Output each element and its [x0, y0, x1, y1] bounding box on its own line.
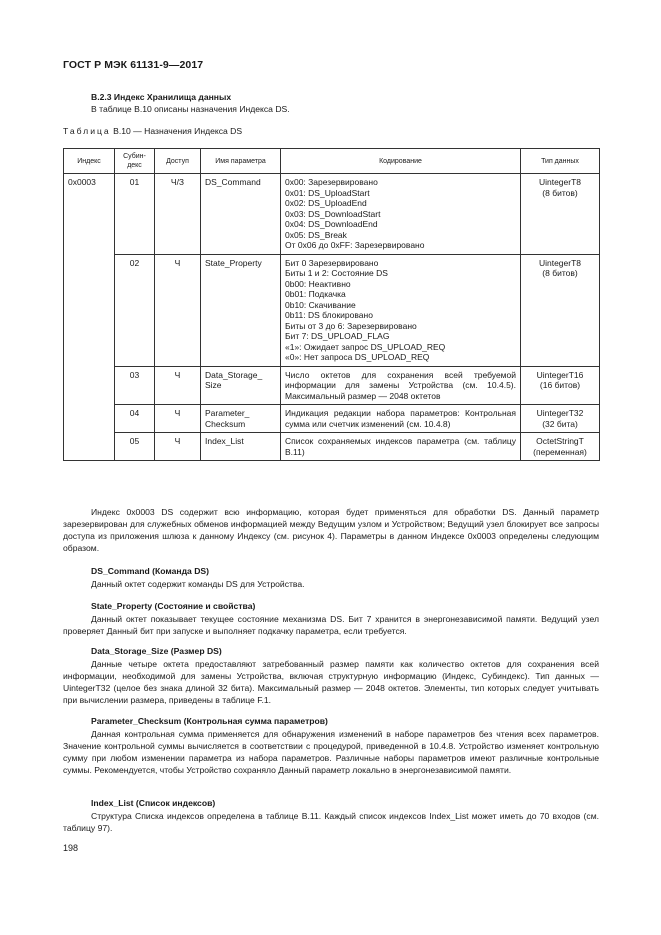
data-type-cell — [521, 433, 600, 461]
coding-line: 0x05: DS_Break — [285, 229, 347, 240]
section-title: B.2.3 Индекс Хранилища данных — [91, 92, 232, 102]
page-number: 198 — [63, 843, 79, 853]
access-cell: Ч — [155, 405, 201, 433]
param-heading-index-list: Index_List (Список индексов) — [91, 798, 216, 808]
coding-line: Бит 7: DS_UPLOAD_FLAG — [285, 331, 390, 341]
data-type-cell — [521, 254, 600, 366]
coding-cell: Число октетов для сохранения всей требуемой информации для замены Устройства (см. 10.4.5). Максимальный размер — 2048 октетов — [281, 366, 521, 405]
paragraph-text: Данная контрольная сумма применяется для обнаружения изменений в наборе параметров без чтения всех параметров. Значение контрольной суммы вычисляется в соответствии с процедурой, приведенной в 10.4.8. Устройство изменяет контрольную сумму при любом изменении параметра из набора параметров. Различные наборы параметров имеют различные контрольные суммы. Рекомендуется, чтобы Устройство сохраняло Данный параметр локально в энергонезависимой памяти. — [63, 729, 599, 775]
param-desc-data-storage-size — [63, 658, 599, 706]
param-heading-state-property: State_Property (Состояние и свойства) — [91, 601, 256, 611]
access-cell: Ч — [155, 254, 201, 366]
access-cell: Ч — [155, 366, 201, 405]
data-type-line: (16 битов) — [539, 380, 581, 390]
param-name-line: Index_List — [205, 436, 244, 446]
subindex-cell: 02 — [115, 254, 155, 366]
param-desc-ds-command — [63, 578, 599, 590]
paragraph-text: Структура Списка индексов определена в таблице B.11. Каждый список индексов Index_List может иметь до 70 входов (см. таблицу 97). — [63, 811, 599, 833]
document-header: ГОСТ Р МЭК 61131-9—2017 — [63, 59, 204, 71]
param-name-cell — [201, 254, 281, 366]
coding-line: Биты 1 и 2: Состояние DS — [285, 268, 388, 278]
access-cell: Ч/З — [155, 174, 201, 255]
access-cell: Ч — [155, 433, 201, 461]
table-caption — [63, 126, 242, 136]
coding-line: От 0x06 до 0xFF: Зарезервировано — [285, 240, 425, 250]
param-desc-index-list — [63, 810, 599, 834]
param-name-cell — [201, 405, 281, 433]
data-type-cell — [521, 366, 600, 405]
table-row — [64, 366, 600, 405]
coding-cell: Индикация редакции набора параметров: Контрольная сумма или счетчик изменений (см. 10.4.8) — [281, 405, 521, 433]
subindex-cell: 03 — [115, 366, 155, 405]
coding-cell — [281, 254, 521, 366]
param-name-line: State_Property — [205, 257, 262, 268]
param-desc-parameter-checksum — [63, 728, 599, 776]
table-row — [64, 254, 600, 366]
param-name-line: Checksum — [205, 418, 246, 429]
param-heading-parameter-checksum: Parameter_Checksum (Контрольная сумма параметров) — [91, 716, 328, 726]
paragraph-text: Данные четыре октета предоставляют затребованный размер памяти как количество октетов для сохранения всей информации, необходимой для замены Устройства, включая структурную информацию (Индекс, Субиндекс). Тип данных — UintegerT32 (целое без знака длиной 32 бита). Максимальный размер — 2048 октетов. Элементы, тип которых следует учитывать при вычислении размера, приведены в таблице F.1. — [63, 659, 599, 705]
coding-line: «0»: Нет запроса DS_UPLOAD_REQ — [285, 352, 430, 362]
coding-line: Бит 0 Зарезервировано — [285, 257, 379, 268]
coding-line: 0b01: Подкачка — [285, 289, 346, 299]
coding-line: 0x01: DS_UploadStart — [285, 187, 370, 198]
coding-line: 0x03: DS_DownloadStart — [285, 208, 381, 219]
coding-cell: Список сохраняемых индексов параметра (см. таблицу B.11) — [281, 433, 521, 461]
data-type-cell — [521, 174, 600, 255]
table-caption-title: B.10 — Назначения Индекса DS — [110, 126, 243, 136]
param-name-cell — [201, 433, 281, 461]
table-row — [64, 405, 600, 433]
param-name-cell — [201, 174, 281, 255]
data-type-line: UintegerT32 — [536, 408, 584, 418]
ds-index-table — [63, 148, 600, 461]
table-row — [64, 433, 600, 461]
coding-line: 0x04: DS_DownloadEnd — [285, 219, 378, 229]
param-name-line: Data_Storage_ — [205, 369, 263, 380]
data-type-line: (переменная) — [533, 446, 587, 457]
paragraph-text: Индекс 0x0003 DS содержит всю информацию, которая будет применяться для обработки DS. Данный параметр зарезервирован для служебных обменов информацией между Ведущим узлом и Устройством; Ведущий узел блокирует все запросы доступа из приложения шлюза к данному Индексу (см. рисунок 4). Параметры в данном Индексе 0x0003 определены следующим образом. — [63, 507, 599, 553]
coding-cell — [281, 174, 521, 255]
coding-line: 0x02: DS_UploadEnd — [285, 198, 367, 208]
header-access: Доступ — [155, 149, 201, 174]
data-type-line: UintegerT8 — [538, 257, 582, 268]
data-type-line: (8 битов) — [542, 187, 578, 198]
after-table-paragraph — [63, 506, 599, 554]
paragraph-text: Данный октет показывает текущее состояние механизма DS. Бит 7 хранится в энергонезависимой памяти. Ведущий узел проверяет Данный бит при запуске и выполняет подкачку параметра, если требуется. — [63, 614, 599, 636]
coding-line: 0b10: Скачивание — [285, 299, 356, 310]
data-type-line: UintegerT16 — [536, 369, 584, 380]
data-type-line: UintegerT8 — [538, 177, 582, 187]
data-type-cell — [521, 405, 600, 433]
coding-line: Биты от 3 до 6: Зарезервировано — [285, 320, 417, 331]
coding-line: 0b00: Неактивно — [285, 278, 351, 289]
data-type-line: OctetStringT — [536, 436, 584, 446]
table-header-row — [64, 149, 600, 174]
header-param-name: Имя параметра — [201, 149, 281, 174]
header-subindex: Субин- декс — [115, 149, 155, 174]
data-type-line: (8 битов) — [542, 268, 578, 278]
param-name-line: DS_Command — [205, 177, 261, 187]
header-index: Индекс — [64, 149, 115, 174]
table-caption-prefix: Таблица — [63, 126, 111, 136]
header-coding: Кодирование — [281, 149, 521, 174]
coding-line: 0b11: DS блокировано — [285, 310, 373, 320]
param-heading-ds-command: DS_Command (Команда DS) — [91, 566, 210, 576]
index-cell: 0x0003 — [64, 174, 115, 461]
param-desc-state-property — [63, 613, 599, 637]
paragraph-text: Данный октет содержит команды DS для Устройства. — [91, 579, 305, 589]
table-row — [64, 174, 600, 255]
param-heading-data-storage-size: Data_Storage_Size (Размер DS) — [91, 646, 222, 656]
subindex-cell: 01 — [115, 174, 155, 255]
param-name-cell — [201, 366, 281, 405]
param-name-line: Parameter_ — [205, 408, 250, 418]
subindex-cell: 04 — [115, 405, 155, 433]
header-data-type: Тип данных — [521, 149, 600, 174]
param-name-line: Size — [205, 380, 222, 390]
subindex-cell: 05 — [115, 433, 155, 461]
coding-line: «1»: Ожидает запрос DS_UPLOAD_REQ — [285, 341, 446, 352]
data-type-line: (32 бита) — [542, 418, 578, 429]
coding-line: 0x00: Зарезервировано — [285, 177, 378, 187]
section-intro: В таблице B.10 описаны назначения Индекса DS. — [91, 104, 290, 114]
